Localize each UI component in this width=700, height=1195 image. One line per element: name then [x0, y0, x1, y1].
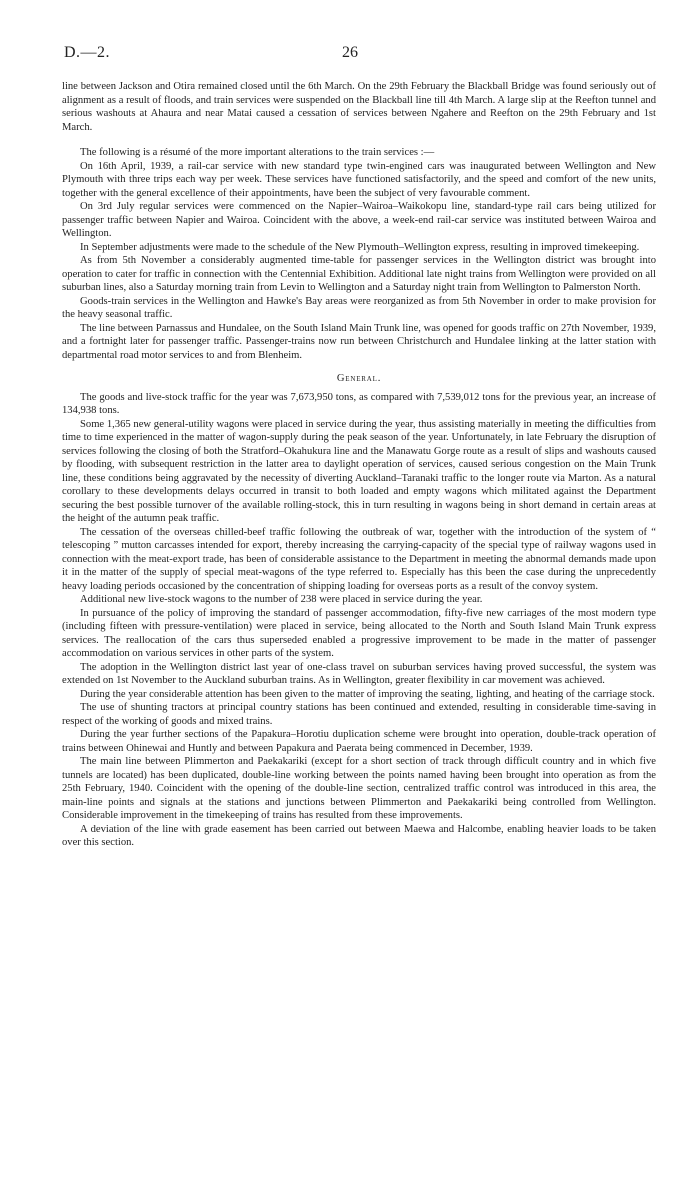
paragraph-general-utility-wagons: Some 1,365 new general-utility wagons were placed in service during the year, thus assisting materially in meeting the difficulties from time to time experienced in the matter of wagon-supply during the peak season of the year. Unfortunately, in late February the disruption of services following the closing of both the Stratford–Okahukura line and the Manawatu Gorge route as a result of slips and washouts caused by flooding, with subsequent restriction in the latter area to daylight operation of services, caused serious congestion on the Main Trunk line, these conditions being aggravated by the necessity of diverting Auckland–Taranaki traffic to the longer route via Marton. As a natural corollary to these developments delays occurred in transit to both loaded and empty wagons which militated against the Department securing the best possible turnover of the available rolling-stock, this in turn resulting in wagons being in short demand in certain areas at the height of the autumn peak traffic. — [62, 418, 656, 524]
paragraph-papakura-horotiu: During the year further sections of the Papakura–Horotiu duplication scheme were brought into operation, double-track operation of trains between Ohinewai and Huntly and between Papakura and Paerata being commenced in December, 1939. — [62, 729, 656, 754]
paragraph-one-class-travel: The adoption in the Wellington district last year of one-class travel on suburban services having proved successful, the system was extended on 1st November to the Auckland suburban trains. As in Wellington, greater flexibility in car movement was achieved. — [62, 661, 656, 686]
paragraph-goods-livestock: The goods and live-stock traffic for the year was 7,673,950 tons, as compared with 7,539,012 tons for the previous year, an increase of 134,938 tons. — [62, 391, 656, 416]
paragraph-railcar-service: On 16th April, 1939, a rail-car service with new standard type twin-engined cars was inaugurated between Wellington and New Plymouth with three trips each way per week. These services have functioned satisfactorily, and the speed and comfort of the new units, together with the general excellence of their appointments, have been the subject of very favourable comment. — [62, 160, 656, 199]
paragraph-resume-intro: The following is a résumé of the more important alterations to the train services :— — [80, 147, 435, 158]
paragraph-passenger-accommodation: In pursuance of the policy of improving the standard of passenger accommodation, fifty-five new carriages of the most modern type (including fifteen with pressure-ventilation) were placed in service, being allocated to the North and South Island Main Trunk express services. The reallocation of the cars thus superseded enabled a progressive improvement to be made in the matter of passenger accommodation on various services in other parts of the system. — [62, 607, 656, 659]
paragraph-september-adjustments: In September adjustments were made to the schedule of the New Plymouth–Wellington express, resulting in improved timekeeping. — [80, 241, 640, 253]
running-head — [64, 44, 636, 66]
body-text — [62, 80, 656, 850]
paragraph-plimmerton-paekakariki: The main line between Plimmerton and Paekakariki (except for a short section of track through difficult country and in which five tunnels are located) has been duplicated, double-line working between the points named having been brought into operation as from the 25th February, 1940. Coincident with the opening of the double-line section, centralized traffic control was introduced in this area, the main-line points and signals at the stations and junctions between Plimmerton and Paekakariki being controlled from Wellington. Considerable improvement in the timekeeping of trains has resulted from these improvements. — [62, 756, 656, 821]
paragraph-shunting-tractors: The use of shunting tractors at principal country stations has been continued and extended, resulting in considerable time-saving in respect of the working of goods and mixed trains. — [62, 702, 656, 727]
paragraph-continuation: line between Jackson and Otira remained closed until the 6th March. On the 29th February the Blackball Bridge was found seriously out of alignment as a result of floods, and train services were suspended on the Blackball line till 4th March. A large slip at the Reefton tunnel and serious washouts at Ahaura and near Matai caused a cessation of services between Ngahere and Reefton on the 29th February and 1st March. — [62, 81, 656, 133]
paragraph-parnassus-hundalee: The line between Parnassus and Hundalee, on the South Island Main Trunk line, was opened for goods traffic on 27th November, 1939, and a fortnight later for passenger traffic. Passenger-trains now run between Christchurch and Hundalee linking at the latter station with departmental road motor services to and from Blenheim. — [62, 322, 656, 361]
paragraph-november-timetable: As from 5th November a considerably augmented time-table for passenger services in the Wellington district was brought into operation to cater for traffic in connection with the Centennial Exhibition. Additional late night trains from Wellington were provided on all suburban lines, also a Saturday morning train from Levin to Wellington and a Saturday night train from Wellington to Palmerston North. — [62, 255, 656, 293]
paragraph-carriage-stock: During the year considerable attention has been given to the matter of improving the seating, lighting, and heating of the carriage stock. — [80, 688, 655, 700]
section-heading-general: General. — [336, 373, 382, 384]
paragraph-goods-train-services: Goods-train services in the Wellington and Hawke's Bay areas were reorganized as from 5th November in order to make provision for the heavy seasonal traffic. — [62, 295, 656, 320]
document-reference: D.—2. — [64, 44, 111, 61]
paragraph-chilled-beef: The cessation of the overseas chilled-beef traffic following the outbreak of war, together with the introduction of the system of “ telescoping ” mutton carcasses intended for export, thereby increasing the carrying-capacity of the special type of railway wagons used in connection with the meat-export trade, has been of considerable assistance to the Department in meeting the abnormal demands made upon it in the matter of the supply of special meat-wagons of the type referred to. Especially has this been the case during the unprecedently heavy loading periods occasioned by the concentration of shipping loading for overseas ports as a result of the convoy system. — [62, 526, 656, 592]
paragraph-livestock-wagons: Additional new live-stock wagons to the number of 238 were placed in service during the year. — [80, 594, 483, 605]
paragraph-maewa-halcombe: A deviation of the line with grade easement has been carried out between Maewa and Halcombe, enabling heavier loads to be taken over this section. — [62, 823, 656, 848]
paragraph-napier-wairoa: On 3rd July regular services were commenced on the Napier–Wairoa–Waikokopu line, standard-type rail cars being utilized for passenger traffic between Napier and Wairoa. Coincident with the above, a week-end rail-car service was instituted between Wairoa and Wellington. — [62, 201, 656, 239]
page-number: 26 — [342, 44, 358, 61]
